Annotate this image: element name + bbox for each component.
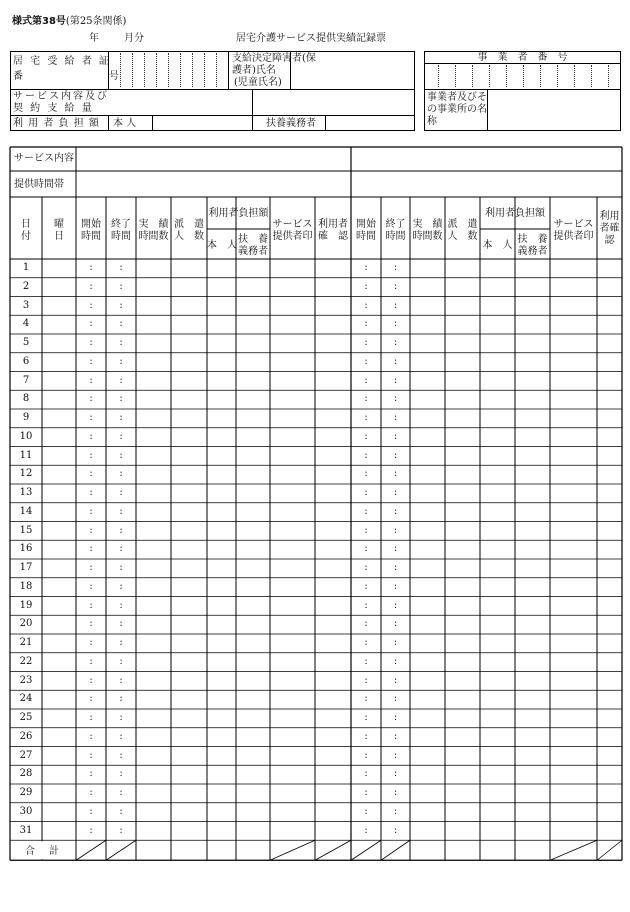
day-number: 16 bbox=[19, 543, 33, 555]
start-time-colon: : bbox=[89, 412, 93, 423]
day-number: 23 bbox=[19, 674, 33, 686]
end-time-colon: : bbox=[393, 412, 398, 423]
col-burden-self-2: 本 人 bbox=[482, 240, 513, 251]
col-burden-dependent: 扶 養 義務者 bbox=[238, 234, 268, 257]
start-time-colon: : bbox=[364, 618, 368, 630]
end-time-colon: : bbox=[119, 487, 123, 498]
start-time-colon: : bbox=[89, 749, 93, 761]
start-time-colon: : bbox=[364, 299, 368, 311]
end-time-colon: : bbox=[393, 749, 398, 761]
start-time-colon: : bbox=[89, 730, 93, 742]
end-time-colon: : bbox=[119, 824, 123, 836]
total-diagonal bbox=[381, 840, 410, 860]
start-time-colon: : bbox=[364, 599, 368, 611]
day-number: 6 bbox=[22, 355, 30, 367]
end-time-colon: : bbox=[393, 712, 398, 723]
start-time-colon: : bbox=[364, 655, 368, 667]
day-number: 28 bbox=[19, 768, 33, 780]
end-time-colon: : bbox=[119, 730, 123, 742]
col-burden-header: 利用者負担額 bbox=[208, 208, 269, 219]
end-time-colon: : bbox=[393, 730, 398, 742]
total-diagonal bbox=[597, 840, 622, 860]
end-time-colon: : bbox=[393, 524, 398, 536]
end-time-colon: : bbox=[119, 768, 123, 780]
end-time-colon: : bbox=[393, 487, 398, 498]
start-time-colon: : bbox=[89, 805, 93, 817]
start-time-colon: : bbox=[89, 430, 93, 442]
start-time-colon: : bbox=[89, 355, 93, 367]
end-time-colon: : bbox=[393, 655, 398, 667]
start-time-colon: : bbox=[89, 712, 93, 723]
total-diagonal bbox=[315, 840, 351, 860]
end-time-colon: : bbox=[393, 468, 398, 480]
col-start-header-2: 開始 時間 bbox=[356, 219, 376, 242]
day-number: 11 bbox=[19, 449, 33, 461]
day-number: 31 bbox=[19, 824, 33, 836]
end-time-colon: : bbox=[393, 674, 398, 686]
provider-name-label: 事業者及びそ bbox=[427, 92, 487, 103]
start-time-colon: : bbox=[89, 318, 93, 330]
end-time-colon: : bbox=[119, 787, 123, 798]
form-number: 様式第38号 bbox=[12, 16, 66, 27]
start-time-colon: : bbox=[89, 543, 93, 555]
day-number: 19 bbox=[19, 599, 33, 611]
end-time-colon: : bbox=[393, 449, 398, 461]
end-time-colon: : bbox=[119, 674, 123, 686]
start-time-colon: : bbox=[364, 318, 368, 330]
start-time-colon: : bbox=[89, 618, 93, 630]
start-time-colon: : bbox=[364, 824, 368, 836]
end-time-colon: : bbox=[119, 355, 123, 367]
end-time-colon: : bbox=[119, 543, 123, 555]
start-time-colon: : bbox=[364, 337, 368, 348]
end-time-colon: : bbox=[393, 505, 398, 517]
col-actual-header-2: 実 績 時間数 bbox=[412, 219, 443, 242]
day-number: 1 bbox=[22, 262, 30, 273]
total-diagonal bbox=[351, 840, 381, 860]
end-time-colon: : bbox=[119, 318, 123, 330]
total-diagonal bbox=[76, 840, 106, 860]
end-time-colon: : bbox=[119, 430, 123, 442]
start-time-colon: : bbox=[364, 787, 368, 798]
end-time-colon: : bbox=[393, 393, 398, 405]
disabled-person-label-2: 護者)氏名 bbox=[232, 65, 276, 76]
end-time-colon: : bbox=[393, 430, 398, 442]
disabled-person-label: 支給決定障害者(保 bbox=[232, 53, 316, 64]
total-diagonal bbox=[550, 840, 597, 860]
end-time-colon: : bbox=[119, 505, 123, 517]
start-time-colon: : bbox=[364, 580, 368, 592]
end-time-colon: : bbox=[119, 262, 123, 273]
start-time-colon: : bbox=[364, 393, 368, 405]
day-number: 17 bbox=[19, 562, 33, 573]
day-number: 26 bbox=[19, 730, 33, 742]
day-number: 5 bbox=[22, 337, 30, 348]
start-time-colon: : bbox=[364, 374, 368, 386]
start-time-colon: : bbox=[364, 562, 368, 573]
start-time-colon: : bbox=[364, 449, 368, 461]
self-label: 本 人 bbox=[113, 118, 137, 129]
col-confirm-header-2: 利用 者確 認 bbox=[599, 211, 620, 246]
col-actual-header: 実 績 時間数 bbox=[138, 219, 169, 242]
day-number: 25 bbox=[19, 712, 33, 723]
start-time-colon: : bbox=[364, 262, 368, 273]
col-end-header-2: 終了 時間 bbox=[385, 219, 406, 242]
start-time-colon: : bbox=[364, 487, 368, 498]
end-time-colon: : bbox=[393, 318, 398, 330]
start-time-colon: : bbox=[364, 712, 368, 723]
end-time-colon: : bbox=[393, 299, 398, 311]
col-day-header: 日 付 bbox=[21, 219, 31, 242]
col-dispatch-header-2: 派 遣 人 数 bbox=[447, 219, 478, 242]
service-content-row-label: サービス内容 bbox=[14, 153, 74, 164]
end-time-colon: : bbox=[119, 693, 123, 705]
end-time-colon: : bbox=[119, 618, 123, 630]
day-number: 7 bbox=[22, 374, 30, 386]
start-time-colon: : bbox=[364, 805, 368, 817]
end-time-colon: : bbox=[119, 749, 123, 761]
col-burden-header-2: 利用者負担額 bbox=[485, 208, 545, 219]
day-number: 24 bbox=[19, 693, 33, 705]
end-time-colon: : bbox=[393, 355, 398, 367]
start-time-colon: : bbox=[89, 693, 93, 705]
col-seal-header-2: サービス 提供者印 bbox=[553, 219, 594, 242]
end-time-colon: : bbox=[393, 787, 398, 798]
end-time-colon: : bbox=[393, 768, 398, 780]
end-time-colon: : bbox=[119, 280, 123, 292]
day-number: 21 bbox=[19, 637, 33, 648]
end-time-colon: : bbox=[393, 805, 398, 817]
provider-number-label: 事 業 者 番 号 bbox=[477, 52, 568, 63]
end-time-colon: : bbox=[393, 374, 398, 386]
start-time-colon: : bbox=[89, 524, 93, 536]
start-time-colon: : bbox=[89, 505, 93, 517]
day-number: 18 bbox=[19, 580, 33, 592]
end-time-colon: : bbox=[119, 468, 123, 480]
start-time-colon: : bbox=[89, 562, 93, 573]
start-time-colon: : bbox=[364, 524, 368, 536]
start-time-colon: : bbox=[89, 337, 93, 348]
form-article: (第25条関係) bbox=[65, 16, 127, 27]
end-time-colon: : bbox=[119, 412, 123, 423]
start-time-colon: : bbox=[364, 355, 368, 367]
col-start-header: 開始 時間 bbox=[81, 219, 101, 242]
end-time-colon: : bbox=[119, 712, 123, 723]
day-number: 2 bbox=[22, 280, 30, 292]
col-confirm-header: 利用者 確 認 bbox=[318, 219, 348, 242]
recipient-number-label-2: 番 号 bbox=[13, 71, 121, 82]
col-weekday-header: 曜 日 bbox=[54, 219, 64, 242]
end-time-colon: : bbox=[393, 599, 398, 611]
provider-name-label-3: 称 bbox=[427, 116, 437, 127]
end-time-colon: : bbox=[393, 618, 398, 630]
start-time-colon: : bbox=[89, 768, 93, 780]
start-time-colon: : bbox=[89, 674, 93, 686]
start-time-colon: : bbox=[89, 487, 93, 498]
end-time-colon: : bbox=[119, 599, 123, 611]
start-time-colon: : bbox=[364, 693, 368, 705]
service-time-row-label: 提供時間帯 bbox=[14, 179, 64, 190]
start-time-colon: : bbox=[89, 599, 93, 611]
start-time-colon: : bbox=[364, 543, 368, 555]
day-number: 3 bbox=[22, 299, 30, 311]
end-time-colon: : bbox=[393, 693, 398, 705]
page-title: 居宅介護サービス提供実績記録票 bbox=[236, 33, 386, 44]
end-time-colon: : bbox=[393, 543, 398, 555]
end-time-colon: : bbox=[119, 562, 123, 573]
start-time-colon: : bbox=[89, 299, 93, 311]
end-time-colon: : bbox=[119, 449, 123, 461]
child-name-label: (児童氏名) bbox=[234, 77, 282, 88]
start-time-colon: : bbox=[89, 787, 93, 798]
end-time-colon: : bbox=[119, 337, 123, 348]
start-time-colon: : bbox=[89, 280, 93, 292]
start-time-colon: : bbox=[89, 655, 93, 667]
end-time-colon: : bbox=[393, 637, 398, 648]
start-time-colon: : bbox=[89, 449, 93, 461]
col-dispatch-header: 派 遣 人 数 bbox=[174, 219, 204, 242]
day-number: 9 bbox=[22, 412, 30, 423]
end-time-colon: : bbox=[393, 824, 398, 836]
day-number: 29 bbox=[19, 787, 33, 798]
provider-name-label-2: の事業所の名 bbox=[427, 104, 487, 115]
day-number: 13 bbox=[19, 487, 33, 498]
start-time-colon: : bbox=[89, 374, 93, 386]
day-number: 10 bbox=[19, 430, 33, 442]
start-time-colon: : bbox=[364, 768, 368, 780]
day-number: 22 bbox=[19, 655, 33, 667]
end-time-colon: : bbox=[119, 805, 123, 817]
start-time-colon: : bbox=[89, 393, 93, 405]
start-time-colon: : bbox=[89, 824, 93, 836]
year-label: 年 bbox=[89, 33, 99, 44]
day-number: 27 bbox=[19, 749, 33, 761]
start-time-colon: : bbox=[364, 468, 368, 480]
col-seal-header: サービス 提供者印 bbox=[272, 219, 313, 242]
day-number: 30 bbox=[19, 805, 33, 817]
start-time-colon: : bbox=[89, 580, 93, 592]
end-time-colon: : bbox=[393, 337, 398, 348]
start-time-colon: : bbox=[89, 637, 93, 648]
recipient-number-label: 居 宅 受 給 者 証 bbox=[13, 56, 111, 67]
end-time-colon: : bbox=[119, 580, 123, 592]
month-label: 月分 bbox=[124, 33, 144, 44]
total-diagonal bbox=[106, 840, 136, 860]
end-time-colon: : bbox=[393, 262, 398, 273]
day-number: 12 bbox=[19, 468, 33, 480]
end-time-colon: : bbox=[393, 280, 398, 292]
total-label: 合 計 bbox=[25, 846, 61, 857]
start-time-colon: : bbox=[364, 749, 368, 761]
end-time-colon: : bbox=[119, 393, 123, 405]
start-time-colon: : bbox=[364, 505, 368, 517]
contract-amount-label: 契 約 支 給 量 bbox=[13, 103, 94, 114]
start-time-colon: : bbox=[364, 637, 368, 648]
day-number: 8 bbox=[22, 393, 30, 405]
total-diagonal bbox=[270, 840, 315, 860]
col-burden-dependent-2: 扶 養 義務者 bbox=[517, 234, 548, 257]
user-burden-label: 利 用 者 負 担 額 bbox=[13, 118, 100, 129]
start-time-colon: : bbox=[364, 430, 368, 442]
dependent-label: 扶養義務者 bbox=[266, 118, 316, 129]
end-time-colon: : bbox=[393, 580, 398, 592]
start-time-colon: : bbox=[364, 730, 368, 742]
start-time-colon: : bbox=[89, 468, 93, 480]
col-burden-self: 本 人 bbox=[207, 240, 237, 251]
start-time-colon: : bbox=[364, 674, 368, 686]
day-number: 20 bbox=[19, 618, 33, 630]
end-time-colon: : bbox=[119, 637, 123, 648]
col-end-header: 終了 時間 bbox=[111, 219, 131, 242]
day-number: 14 bbox=[19, 505, 33, 517]
start-time-colon: : bbox=[89, 262, 93, 273]
end-time-colon: : bbox=[119, 524, 123, 536]
end-time-colon: : bbox=[119, 655, 123, 667]
service-content-label: サービス内容及び bbox=[13, 91, 109, 102]
end-time-colon: : bbox=[119, 299, 123, 311]
end-time-colon: : bbox=[393, 562, 398, 573]
day-number: 4 bbox=[22, 318, 30, 330]
day-number: 15 bbox=[19, 524, 33, 536]
start-time-colon: : bbox=[364, 280, 368, 292]
start-time-colon: : bbox=[364, 412, 368, 423]
end-time-colon: : bbox=[119, 374, 123, 386]
